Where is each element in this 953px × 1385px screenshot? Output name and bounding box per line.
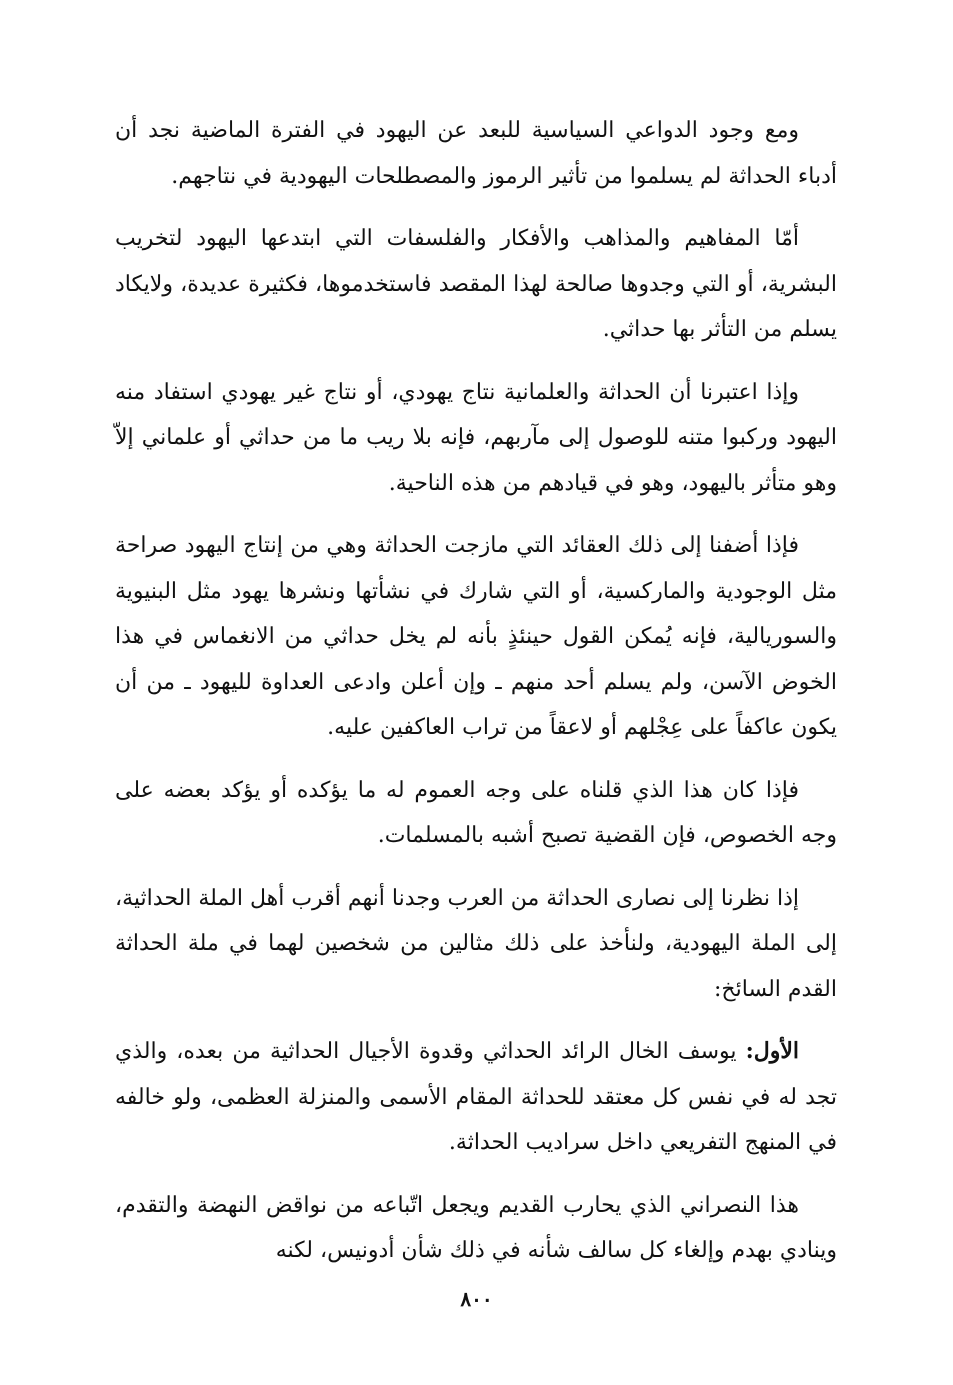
paragraph-7-text: يوسف الخال الرائد الحداثي وقدوة الأجيال الحداثية من بعده، والذي تجد له في نفس كل معتقد للحداثة المقام الأسمى والمنزلة العظمى، ولو خالفه في المنهج التفريعي داخل سراديب الحداثة. bbox=[115, 1039, 837, 1155]
paragraph-4: فإذا أضفنا إلى ذلك العقائد التي مازجت الحداثة وهي من إنتاج اليهود صراحة مثل الوجودية والماركسية، أو التي شارك في نشأتها ونشرها يهود مثل البنيوية والسوريالية، فإنه يُمكن القول حينئذٍ بأنه لم يخل حداثي من الانغماس في هذا الخوض الآسن، ولم يسلم أحد منهم ـ وإن أعلن وادعى العداوة لليهود ـ من أن يكون عاكفاً على عِجْلهم أو لاعقاً من تراب العاكفين عليه. bbox=[115, 533, 837, 740]
paragraph-2: أمّا المفاهيم والمذاهب والأفكار والفلسفات التي ابتدعها اليهود لتخريب البشرية، أو التي وجدوها صالحة لهذا المقصد فاستخدموها، فكثيرة عديدة، ولايكاد يسلم من التأثر بها حداثي. bbox=[115, 226, 837, 342]
page-number: ٨٠٠ bbox=[460, 1287, 493, 1311]
paragraph-6: إذا نظرنا إلى نصارى الحداثة من العرب وجدنا أنهم أقرب أهل الملة الحداثية، إلى الملة اليهودية، ولنأخذ على ذلك مثالين من شخصين لهما في ملة الحداثة القدم السائخ: bbox=[115, 885, 837, 1002]
paragraph-1: ومع وجود الدواعي السياسية للبعد عن اليهود في الفترة الماضية نجد أن أدباء الحداثة لم يسلموا من تأثير الرموز والمصطلحات اليهودية في نتاجهم. bbox=[115, 118, 837, 189]
paragraph-7 bbox=[115, 1029, 837, 1166]
paragraph-3: وإذا اعتبرنا أن الحداثة والعلمانية نتاج يهودي، أو نتاج غير يهودي استفاد منه اليهود وركبوا متنه للوصول إلى مآربهم، فإنه بلا ريب ما من حداثي أو علماني إلاّ وهو متأثر باليهود، وهو في قيادهم من هذه الناحية. bbox=[115, 379, 837, 496]
body-text bbox=[115, 108, 837, 1291]
paragraph-8: هذا النصراني الذي يحارب القديم ويجعل اتّباعه من نواقض النهضة والتقدم، وينادي بهدم وإلغاء كل سالف شأنه في ذلك شأن أدونيس، لكنه bbox=[115, 1192, 837, 1263]
paragraph-lead-word: الأول: bbox=[745, 1038, 799, 1064]
paragraph-5: فإذا كان هذا الذي قلناه على وجه العموم له ما يؤكده أو يؤكد بعضه على وجه الخصوص، فإن القضية تصبح أشبه بالمسلمات. bbox=[115, 777, 837, 848]
